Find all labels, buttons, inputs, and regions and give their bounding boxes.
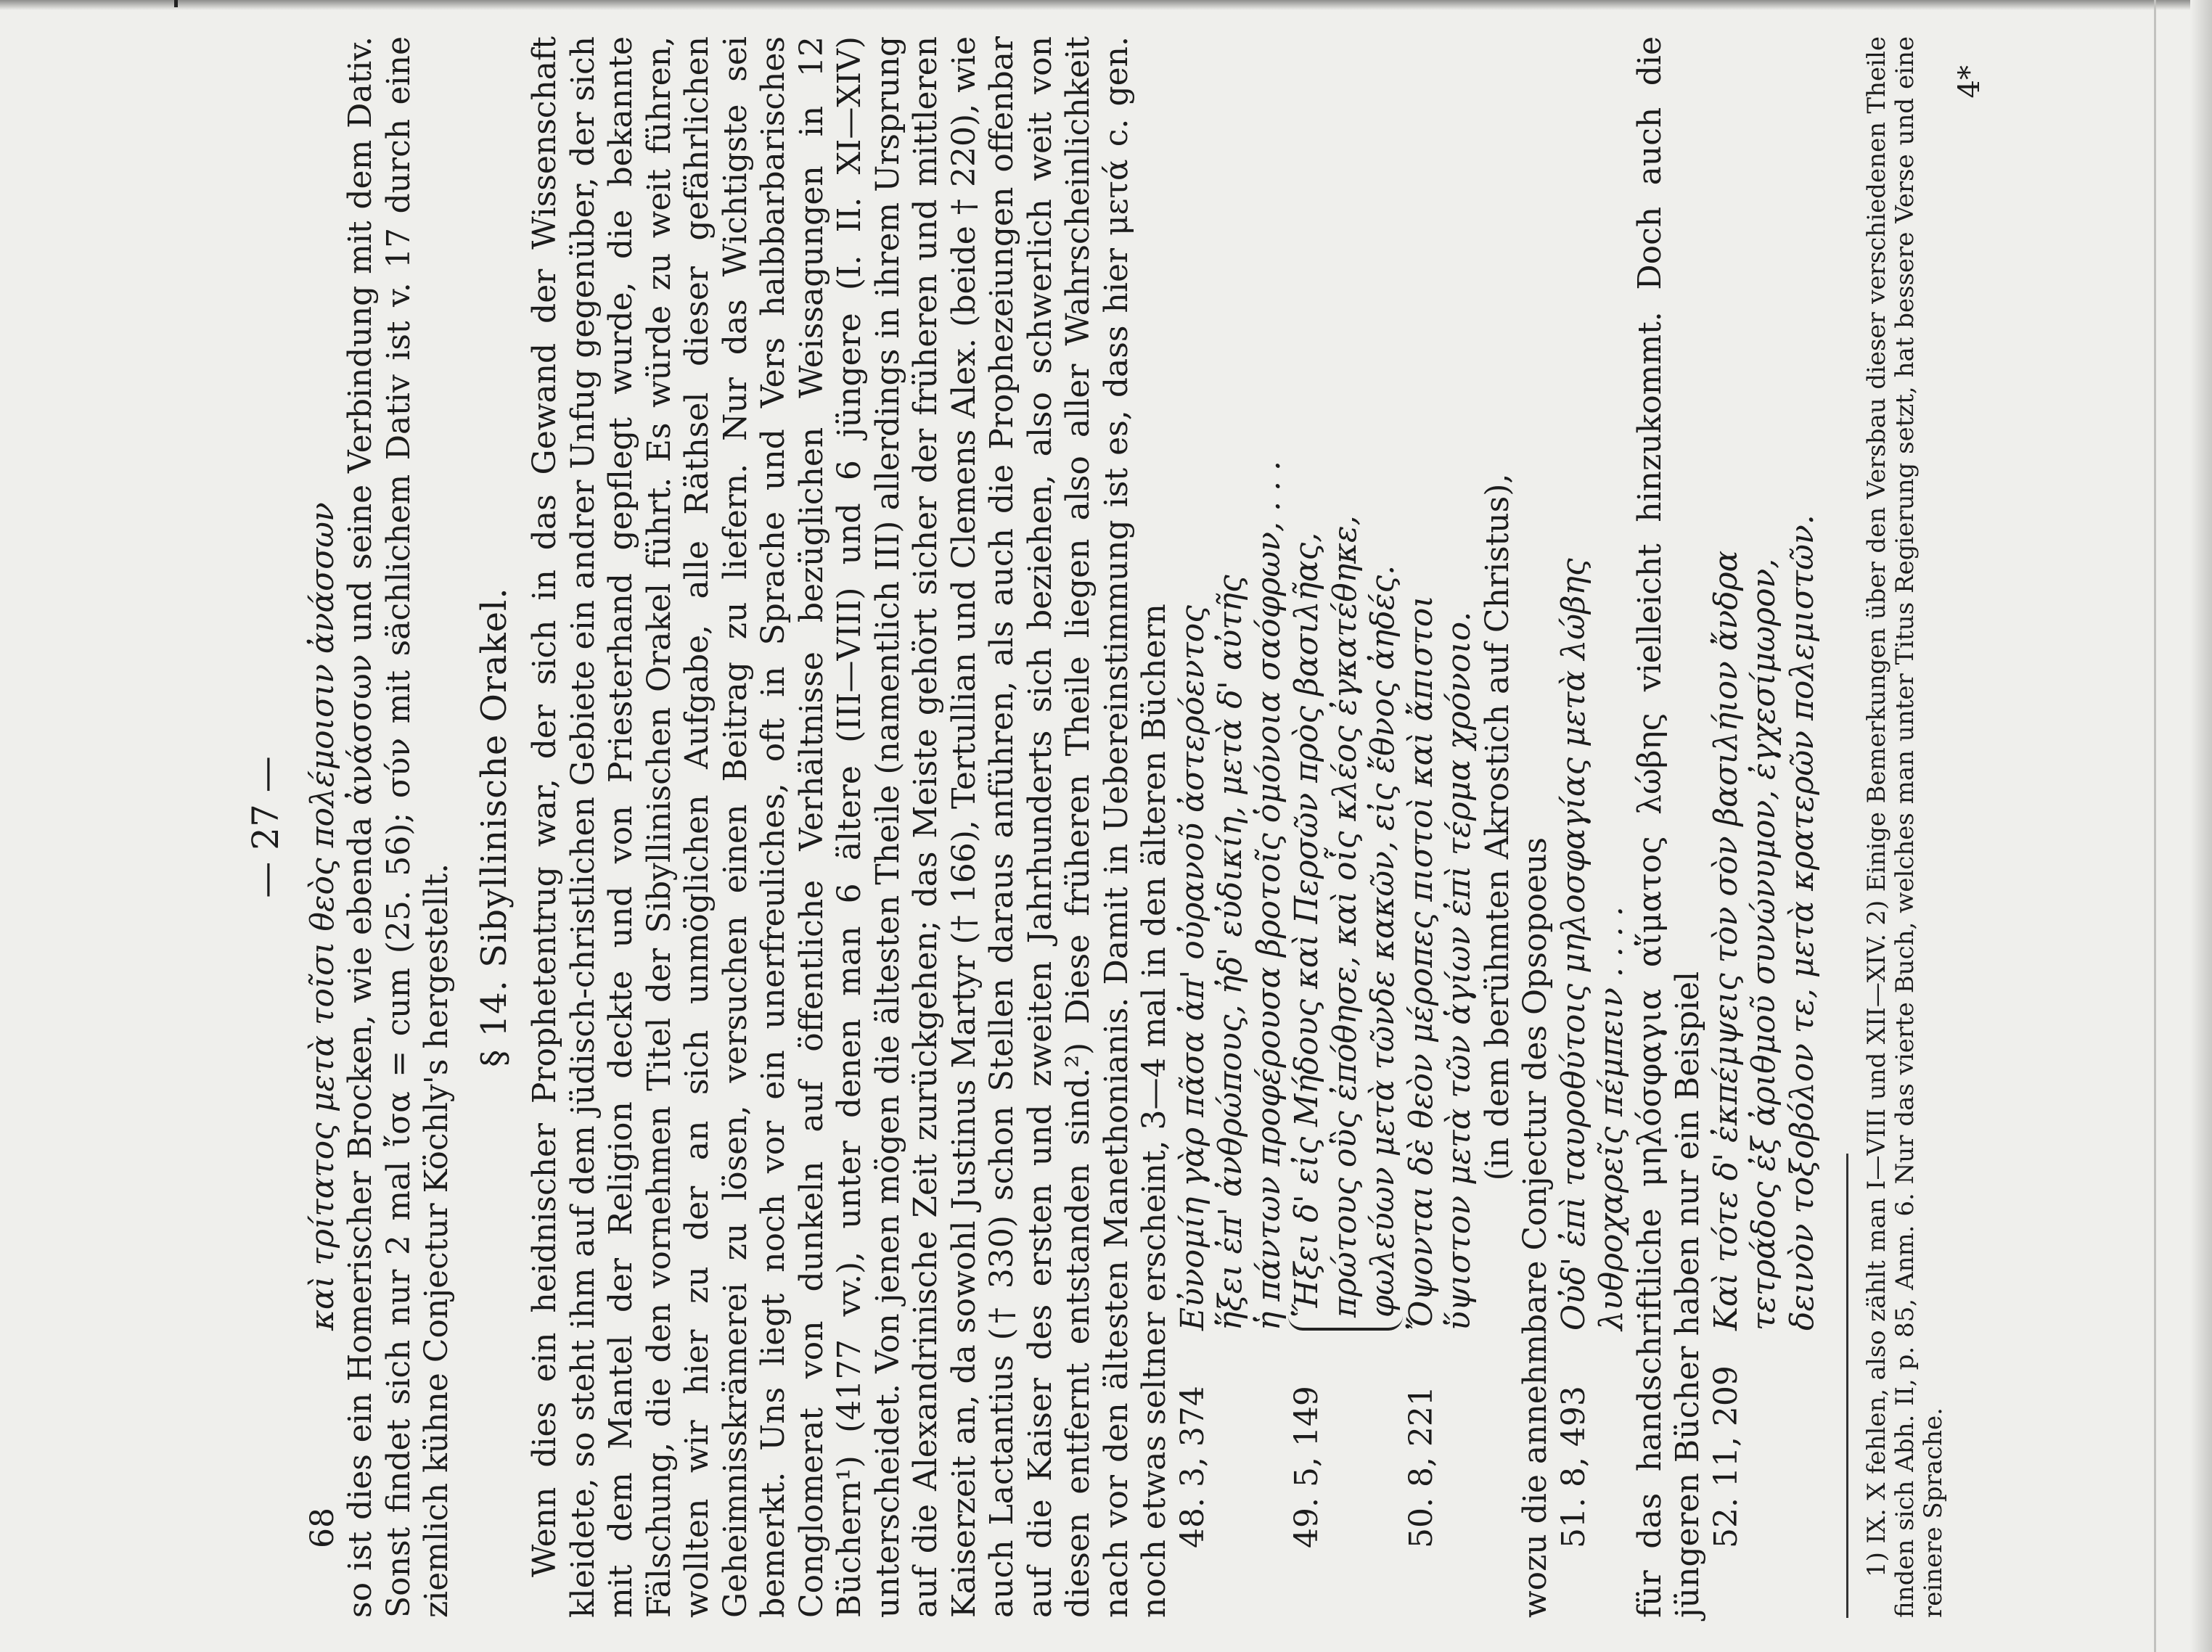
scan-crease [2154,0,2156,1652]
verse-49 [1288,36,1403,1618]
top-paragraph: so ist dies ein Homerischer Brocken, wie ebenda ἀνάσσων und seine Verbindung mit dem Dativ. Sonst findet sich nur 2 mal ἴσα = cum (25. 56); σύν mit sächlichem Dativ ist v. 17 durch eine ziemlich kühne Conjectur Köchly's hergestellt. [342,36,455,1618]
footnote-rule [1846,1154,1848,1618]
verse-line: λυθροχαρεῖς πέμπειν . . . . [1593,906,1630,1331]
verse-48 [1174,36,1289,1618]
footnotes: 1) IX. X fehlen, also zählt man I—VIII und XII—XIV. 2) Einige Bemerkungen über den Versbau dieser verschiedenen Theile finden sich Abh. II, p. 85, Anm. 6. Nur das vierte Buch, welches man unter Titus Regierung setzt, hat bessere Verse und eine reinere Sprache. [1862,36,1948,1618]
verse-50 [1403,36,1479,1618]
verse-line: Ἥξει δ' εἰς Μήδους καὶ Περσῶν πρὸς βασιλῆας, [1288,532,1325,1318]
verse-ref: 49. 5, 149 [1288,1386,1325,1548]
verse-line: ἡ πάντων προφέρουσα βροτοῖς ὁμόνοια σαόφρων, . . . [1250,461,1287,1331]
page-number: — 27 — [245,756,287,898]
scan-mark [174,0,178,7]
signature-mark: 4* [1953,65,1986,99]
transition-text: wozu die annehmbare Conjectur des Opsopoeus [1517,837,1554,1618]
verse-ref: 51. 8, 493 [1554,1386,1592,1548]
verse-line: τετράδος ἐξ ἀριθμοῦ συνώνυμον, ἐγχεσίμωρον, [1745,558,1782,1331]
after-51-paragraph: für das handschriftliche μηλόσφαγια αἵματος λώβης vielleicht hinzukommt. Doch auch die jüngeren Bücher haben nur ein Beispiel [1631,36,1706,1618]
verse-line: Εὐνομίη γὰρ πᾶσα ἀπ' οὐρανοῦ ἀστερόεντος [1173,605,1211,1331]
verse-line: πρώτους οὓς ἐπόθησε, καὶ οἷς κλέος ἐγκατέθηκε, [1326,515,1364,1318]
rotated-document-page [247,36,2134,1618]
section-title: § 14. Sibyllinische Orakel. [473,587,515,1067]
verse-line: φωλεύων μετὰ τῶνδε κακῶν, εἰς ἔθνος ἀηδές. [1364,564,1401,1318]
main-paragraph: Wenn dies ein heidnischer Prophetentrug war, der sich in das Gewand der Wissenschaft kleidete, so steht ihm auf dem jüdisch-christlichen Gebiete ein andrer Unfug gegenüber, der sich mit dem Mantel der Religion deckte und von Priesterhand gepflegt wurde, die bekannte Fälschung, die den vornehmen Titel der Sibyllinischen Orakel führt. Es würde zu weit führen, wollten wir hier zu der an sich unmöglichen Aufgabe, alle Räthsel dieser gefährlichen Geheimnisskrämerei zu lösen, versuchen einen Beitrag zu liefern. Nur das Wichtigste sei bemerkt. Uns liegt noch vor ein unerfreuliches, oft in Sprache und Vers halbbarbarisches Conglomerat von dunkeln auf öffentliche Verhältnisse bezüglichen Weissagungen in 12 Büchern¹) (4177 vv.), unter denen man 6 ältere (III—VIII) und 6 jüngere (I. II. XI—XIV) unterscheidet. Von jenen mögen die ältesten Theile (namentlich III) allerdings in ihrem Ursprung auf die Alexandrinische Zeit zurückgehen; das Meiste gehört sicher der früheren und mittleren Kaiserzeit an, da sowohl Justinus Martyr († 166), Tertullian und Clemens Alex. (beide † 220), wie auch Lactantius († 330) schon Stellen daraus anführen, als auch die Prophezeiungen offenbar auf die Kaiser des ersten und zweiten Jahrhunderts sich beziehen, also schwerlich weit von diesen entfernt entstanden sind.²) Diese früheren Theile liegen also aller Wahrscheinlichkeit nach vor den ältesten Manethonianis. Damit in Uebereinstimmung ist es, dass hier μετά c. gen. noch etwas seltner erscheint, 3—4 mal in den älteren Büchern [526,36,1173,1618]
verse-52 [1708,36,1822,1618]
verse-ref: 68 [303,1508,341,1548]
verse-ref: 48. 3, 374 [1173,1386,1211,1548]
verse-ref: 50. 8, 221 [1402,1386,1440,1548]
verse-line: Ὄψονται δὲ θεὸν μέροπες πιστοὶ καὶ ἄπιστοι [1402,595,1440,1331]
verse-line: δεινὸν τοξοβόλον τε, μετὰ κρατερῶν πολεμιστῶν. [1783,514,1821,1331]
verse-line: ἥξει ἐπ' ἀνθρώπους, ἠδ' εὐδικίη, μετὰ δ' αὐτῆς [1212,575,1249,1331]
verse-51 [1555,36,1631,1618]
verse-line: ὕψιστον μετὰ τῶν ἁγίων ἐπὶ τέρμα χρόνοιο. [1441,611,1478,1331]
scan-top-edge [0,0,2212,10]
verse-brace-block [1288,36,1403,1331]
verse-68 [304,36,343,1618]
acrostic-note: (in dem berühmten Akrostich auf Christus), [1478,473,1516,1181]
verse-line: Οὐδ' ἐπὶ ταυροθύτοις μηλοσφαγίας μετὰ λώβης [1554,558,1592,1331]
verse-ref: 52. 11, 209 [1707,1365,1745,1548]
verse-line: Καὶ τότε δ' ἐκπέμψεις τὸν σὸν βασιλήιον ἄνδρα [1707,550,1745,1331]
verse-text: καὶ τρίτατος μετὰ τοῖσι θεὸς πολέμοισιν ἀνάσσων [303,502,341,1331]
scan-right-edge [2190,0,2212,1652]
